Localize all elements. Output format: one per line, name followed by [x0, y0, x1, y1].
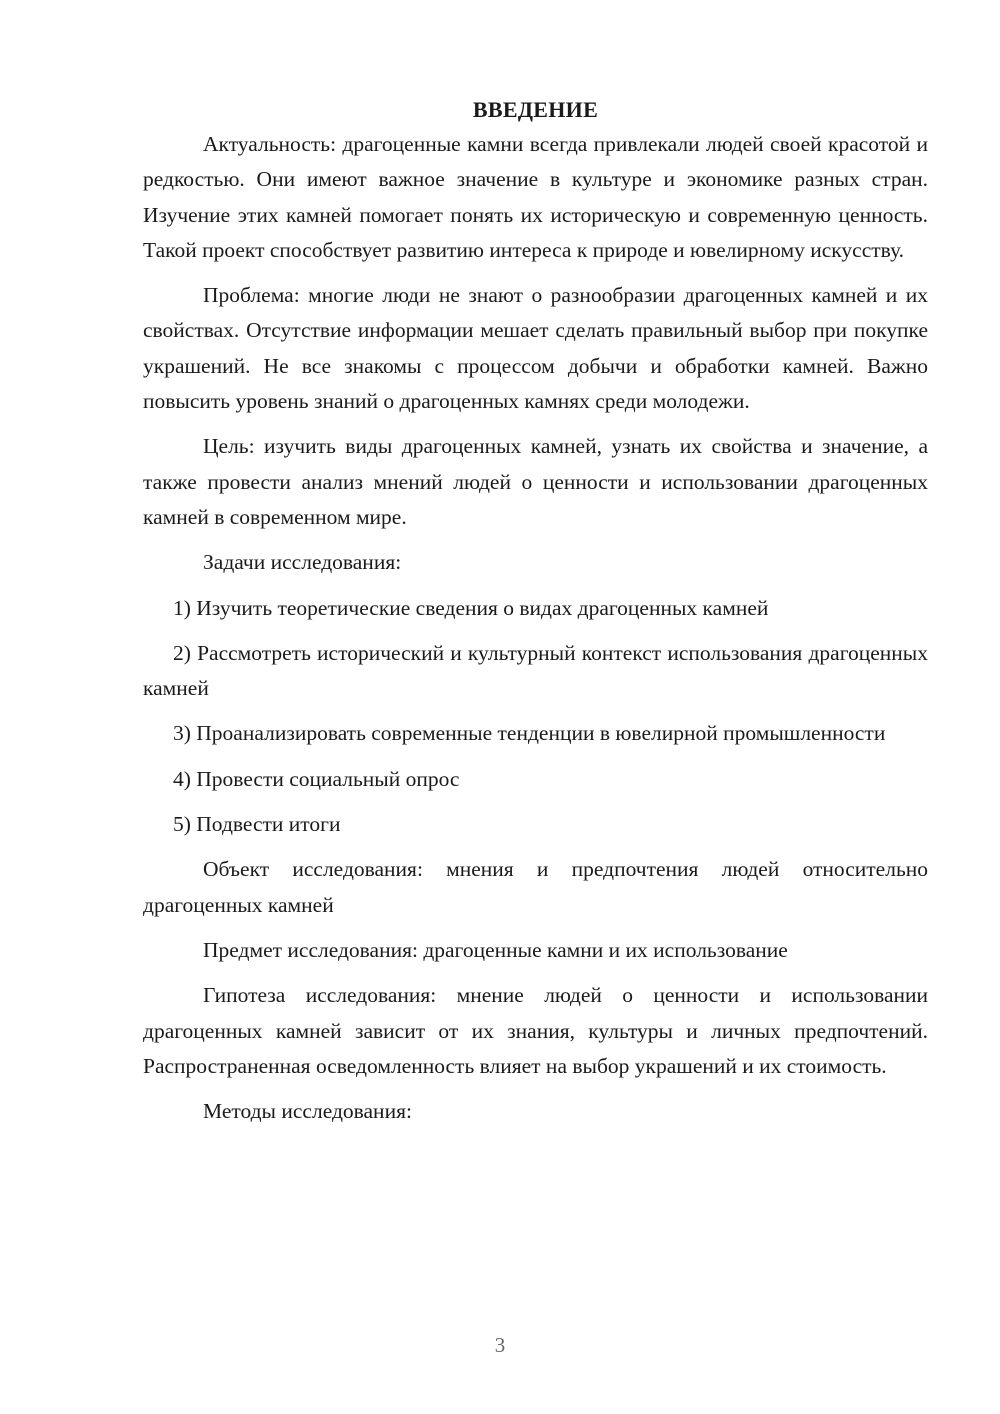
methods-title: Методы исследования: — [203, 1099, 412, 1124]
document-page — [143, 92, 928, 1129]
hypothesis-paragraph: Гипотеза исследования: мнение людей о ценности и использовании драгоценных камней зависит от их знания, культуры и личных предпочтений. Распространенная осведомленность влияет на выбор украшений и их стоимость. — [143, 983, 928, 1078]
relevance-paragraph: Актуальность: драгоценные камни всегда привлекали людей своей красотой и редкостью. Они имеют важное значение в культуре и экономике разных стран. Изучение этих камней помогает понять их историческую и современную ценность. Такой проект способствует развитию интереса к природе и ювелирному искусству. — [143, 132, 928, 262]
task-item: 5) Подвести итоги — [173, 812, 341, 837]
task-item: 3) Проанализировать современные тенденции в ювелирной промышленности — [173, 721, 886, 746]
section-heading: ВВЕДЕНИЕ — [472, 97, 599, 122]
task-item: 2) Рассмотреть исторический и культурный контекст использования драгоценных камней — [143, 640, 928, 701]
task-item: 1) Изучить теоретические сведения о видах драгоценных камней — [173, 595, 769, 620]
problem-paragraph: Проблема: многие люди не знают о разнообразии драгоценных камней и их свойствах. Отсутствие информации мешает сделать правильный выбор при покупке украшений. Не все знакомы с процессом добычи и обработки камней. Важно повысить уровень знаний о драгоценных камнях среди молодежи. — [143, 283, 928, 414]
goal-paragraph: Цель: изучить виды драгоценных камней, узнать их свойства и значение, а также провести анализ мнений людей о ценности и использовании драгоценных камней в современном мире. — [143, 434, 928, 529]
tasks-title: Задачи исследования: — [203, 550, 402, 575]
object-paragraph: Объект исследования: мнения и предпочтения людей относительно драгоценных камней — [143, 857, 928, 917]
subject-paragraph: Предмет исследования: драгоценные камни и их использование — [203, 937, 788, 962]
task-item: 4) Провести социальный опрос — [173, 766, 460, 791]
page-number: 3 — [494, 1333, 506, 1357]
